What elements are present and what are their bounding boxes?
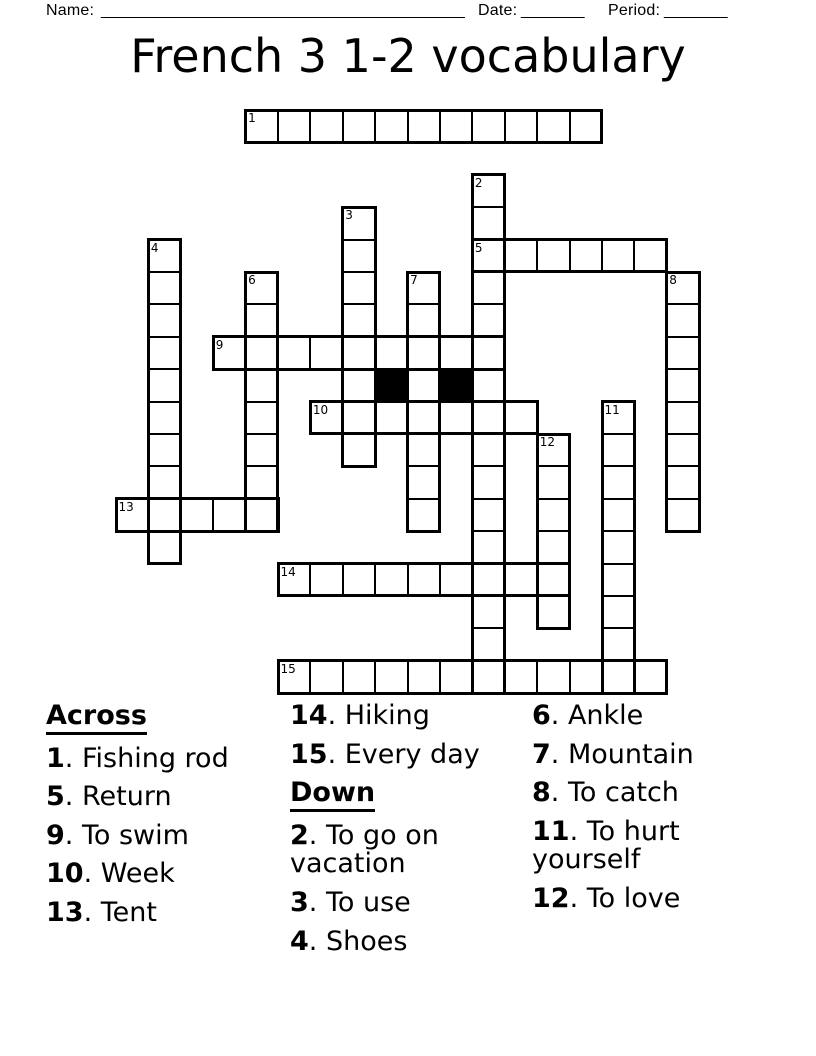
clue-item <box>46 819 294 851</box>
grid-cell[interactable] <box>536 465 570 499</box>
clue-number: 3 <box>290 887 309 919</box>
grid-cell[interactable] <box>407 660 441 694</box>
clue-item <box>46 783 294 812</box>
grid-cell[interactable] <box>601 465 635 499</box>
grid-cell[interactable] <box>245 433 279 467</box>
clue-item <box>532 885 744 914</box>
grid-cell[interactable] <box>471 368 505 402</box>
grid-cell[interactable] <box>374 563 408 597</box>
grid-cell[interactable] <box>601 530 635 564</box>
grid-cell[interactable] <box>407 433 441 467</box>
clue-number: 15 <box>290 738 328 770</box>
grid-cell[interactable] <box>309 109 343 143</box>
grid-cell[interactable] <box>439 660 473 694</box>
grid-cell[interactable] <box>342 271 376 305</box>
grid-cell[interactable] <box>601 563 635 597</box>
grid-cell[interactable] <box>601 498 635 532</box>
grid-cell[interactable] <box>471 595 505 629</box>
clue-number: 8 <box>532 777 551 809</box>
grid-cell-number: 10 <box>312 402 329 417</box>
grid-cell[interactable] <box>666 465 700 499</box>
grid-cell[interactable] <box>245 368 279 402</box>
grid-cell[interactable] <box>245 498 279 532</box>
grid-cell-number: 14 <box>280 564 296 579</box>
grid-cell[interactable] <box>407 336 441 370</box>
grid-cell[interactable] <box>471 627 505 661</box>
grid-cell-number: 2 <box>474 175 483 190</box>
grid-cell[interactable] <box>245 465 279 499</box>
grid-cell[interactable] <box>245 336 279 370</box>
clue-text: . Mountain <box>550 738 694 770</box>
grid-cell[interactable] <box>147 271 181 305</box>
grid-cell[interactable] <box>471 660 505 694</box>
grid-cell[interactable] <box>277 563 311 597</box>
grid-cell[interactable] <box>342 368 376 402</box>
clue-item <box>290 925 496 957</box>
grid-cell[interactable] <box>504 563 538 597</box>
grid-cell[interactable] <box>374 336 408 370</box>
period-label: Period: <box>608 2 661 19</box>
clue-text: . To use <box>308 887 411 919</box>
grid-cell-number: 15 <box>280 661 296 676</box>
clue-number: 14 <box>290 700 328 731</box>
grid-cell[interactable] <box>342 401 376 435</box>
clue-section-header <box>290 779 496 812</box>
grid-cell[interactable] <box>245 271 279 305</box>
grid-cell[interactable] <box>147 498 181 532</box>
grid-cell[interactable] <box>471 109 505 143</box>
clue-number: 7 <box>532 738 551 770</box>
clue-text: . To swim <box>64 819 189 851</box>
grid-cell[interactable] <box>666 336 700 370</box>
grid-cell[interactable] <box>439 563 473 597</box>
clue-item <box>46 860 294 889</box>
grid-cell-number: 1 <box>248 111 256 125</box>
clue-text: . To hurt yourself <box>532 815 680 876</box>
grid-cell[interactable] <box>180 498 214 532</box>
grid-cell[interactable] <box>407 465 441 499</box>
grid-cell[interactable] <box>601 401 635 435</box>
grid-cell[interactable] <box>342 336 376 370</box>
clue-number: 10 <box>46 858 84 890</box>
grid-cell[interactable] <box>309 401 343 435</box>
grid-cell[interactable] <box>147 465 181 499</box>
grid-cell[interactable] <box>439 336 473 370</box>
grid-cell[interactable] <box>471 498 505 532</box>
grid-cell[interactable] <box>471 530 505 564</box>
grid-cell[interactable] <box>147 530 181 564</box>
grid-cell[interactable] <box>147 336 181 370</box>
clue-column <box>290 702 496 966</box>
grid-cell[interactable] <box>536 109 570 143</box>
grid-cell[interactable] <box>601 595 635 629</box>
grid-cell[interactable] <box>536 595 570 629</box>
grid-cell[interactable] <box>374 109 408 143</box>
grid-cell[interactable] <box>471 206 505 240</box>
clue-text: . Hiking <box>327 700 430 731</box>
grid-cell[interactable] <box>601 239 635 273</box>
grid-cell[interactable] <box>212 336 246 370</box>
grid-cell[interactable] <box>309 563 343 597</box>
grid-cell[interactable] <box>277 109 311 143</box>
clue-item <box>290 819 496 880</box>
clue-item <box>290 738 496 770</box>
grid-cell[interactable] <box>666 271 700 305</box>
grid-cell[interactable] <box>633 239 667 273</box>
grid-cell[interactable] <box>666 368 700 402</box>
grid-cell-number: 4 <box>150 240 159 255</box>
clue-item <box>46 742 294 774</box>
grid-cell[interactable] <box>666 401 700 435</box>
clue-number: 4 <box>290 925 309 957</box>
grid-cell[interactable] <box>471 401 505 435</box>
clue-column <box>46 702 294 938</box>
grid-cell[interactable] <box>666 433 700 467</box>
grid-cell[interactable] <box>569 109 603 143</box>
page-title: French 3 1-2 vocabulary <box>130 29 686 83</box>
grid-cell-number: 9 <box>215 337 224 352</box>
grid-cell[interactable] <box>536 563 570 597</box>
grid-cell[interactable] <box>147 303 181 337</box>
grid-cell[interactable] <box>504 239 538 273</box>
grid-cell[interactable] <box>245 303 279 337</box>
clue-number: 11 <box>532 815 570 847</box>
grid-cell[interactable] <box>471 336 505 370</box>
name-label: Name: <box>46 2 95 19</box>
grid-cell[interactable] <box>601 433 635 467</box>
grid-cell[interactable] <box>504 401 538 435</box>
grid-cell[interactable] <box>601 660 635 694</box>
clue-column <box>532 702 744 924</box>
black-cell <box>439 368 473 402</box>
grid-cell[interactable] <box>147 433 181 467</box>
clue-number: 9 <box>46 819 65 851</box>
clue-text: . To go on vacation <box>290 819 439 880</box>
grid-cell[interactable] <box>277 336 311 370</box>
grid-cell[interactable] <box>245 401 279 435</box>
clue-number: 2 <box>290 819 309 851</box>
grid-cell[interactable] <box>666 498 700 532</box>
grid-cell[interactable] <box>407 563 441 597</box>
grid-cell[interactable] <box>407 498 441 532</box>
grid-cell-number: 7 <box>410 273 418 287</box>
clue-item <box>532 779 744 808</box>
grid-cell[interactable] <box>536 660 570 694</box>
clue-text: . Every day <box>327 738 480 770</box>
name-blank-line: ________________________________________ <box>101 2 465 19</box>
clue-text: . Fishing rod <box>64 742 229 774</box>
grid-cell-number: 13 <box>118 499 134 514</box>
grid-cell[interactable] <box>147 368 181 402</box>
date-blank-line: _______ <box>521 2 585 19</box>
grid-cell[interactable] <box>309 660 343 694</box>
grid-cell[interactable] <box>407 271 441 305</box>
grid-cell[interactable] <box>471 563 505 597</box>
grid-cell[interactable] <box>342 563 376 597</box>
clue-item <box>290 702 496 731</box>
black-cell <box>374 368 408 402</box>
clue-text: . Ankle <box>550 700 644 731</box>
grid-cell[interactable] <box>342 239 376 273</box>
clue-item <box>290 889 496 918</box>
clue-text: . To love <box>569 883 681 915</box>
grid-cell[interactable] <box>407 303 441 337</box>
grid-cell[interactable] <box>147 401 181 435</box>
grid-cell[interactable] <box>342 660 376 694</box>
grid-cell[interactable] <box>439 109 473 143</box>
grid-cell[interactable] <box>601 627 635 661</box>
clue-section-header-text: Across <box>46 702 147 735</box>
grid-cell[interactable] <box>504 109 538 143</box>
grid-cell[interactable] <box>342 303 376 337</box>
clue-text: . Week <box>83 858 175 890</box>
grid-cell[interactable] <box>407 109 441 143</box>
grid-cell-number: 11 <box>604 402 620 417</box>
grid-cell[interactable] <box>536 239 570 273</box>
grid-cell[interactable] <box>374 401 408 435</box>
grid-cell[interactable] <box>569 660 603 694</box>
grid-cell[interactable] <box>342 109 376 143</box>
clue-number: 6 <box>532 700 551 731</box>
clue-number: 13 <box>46 897 84 929</box>
grid-cell[interactable] <box>666 303 700 337</box>
grid-cell[interactable] <box>407 368 441 402</box>
grid-cell[interactable] <box>245 109 279 143</box>
grid-cell[interactable] <box>115 498 149 532</box>
grid-cell[interactable] <box>309 336 343 370</box>
grid-cell[interactable] <box>504 660 538 694</box>
grid-cell[interactable] <box>471 239 505 273</box>
clue-text: . Return <box>64 781 172 813</box>
clue-text: . Shoes <box>308 925 408 957</box>
period-blank-line: _______ <box>664 2 728 19</box>
grid-cell[interactable] <box>277 660 311 694</box>
grid-cell[interactable] <box>569 239 603 273</box>
grid-cell[interactable] <box>536 530 570 564</box>
grid-cell-number: 3 <box>345 208 353 223</box>
grid-cell[interactable] <box>471 303 505 337</box>
grid-cell[interactable] <box>342 206 376 240</box>
clue-text: . Tent <box>83 897 157 929</box>
clue-item <box>46 899 294 928</box>
grid-cell-number: 6 <box>248 273 256 287</box>
grid-cell[interactable] <box>212 498 246 532</box>
grid-cell[interactable] <box>342 433 376 467</box>
clue-item <box>532 702 744 731</box>
grid-cell[interactable] <box>536 433 570 467</box>
grid-cell[interactable] <box>471 271 505 305</box>
grid-cell[interactable] <box>439 401 473 435</box>
grid-cell[interactable] <box>471 174 505 208</box>
grid-cell[interactable] <box>633 660 667 694</box>
grid-cell[interactable] <box>471 433 505 467</box>
clue-text: . To catch <box>550 777 679 809</box>
grid-cell[interactable] <box>471 465 505 499</box>
grid-cell[interactable] <box>374 660 408 694</box>
grid-cell-number: 5 <box>474 240 483 255</box>
clue-number: 5 <box>46 781 65 813</box>
clue-item <box>532 815 744 876</box>
grid-cell[interactable] <box>147 239 181 273</box>
clue-number: 1 <box>46 742 65 774</box>
grid-cell-number: 12 <box>539 435 555 449</box>
grid-cell[interactable] <box>407 401 441 435</box>
grid-cell-number: 8 <box>669 273 677 287</box>
grid-cell[interactable] <box>536 498 570 532</box>
clue-number: 12 <box>532 883 570 915</box>
clue-item <box>532 738 744 770</box>
clue-section-header-text: Down <box>290 779 375 812</box>
clue-section-header <box>46 702 294 735</box>
date-label: Date: <box>478 2 518 19</box>
